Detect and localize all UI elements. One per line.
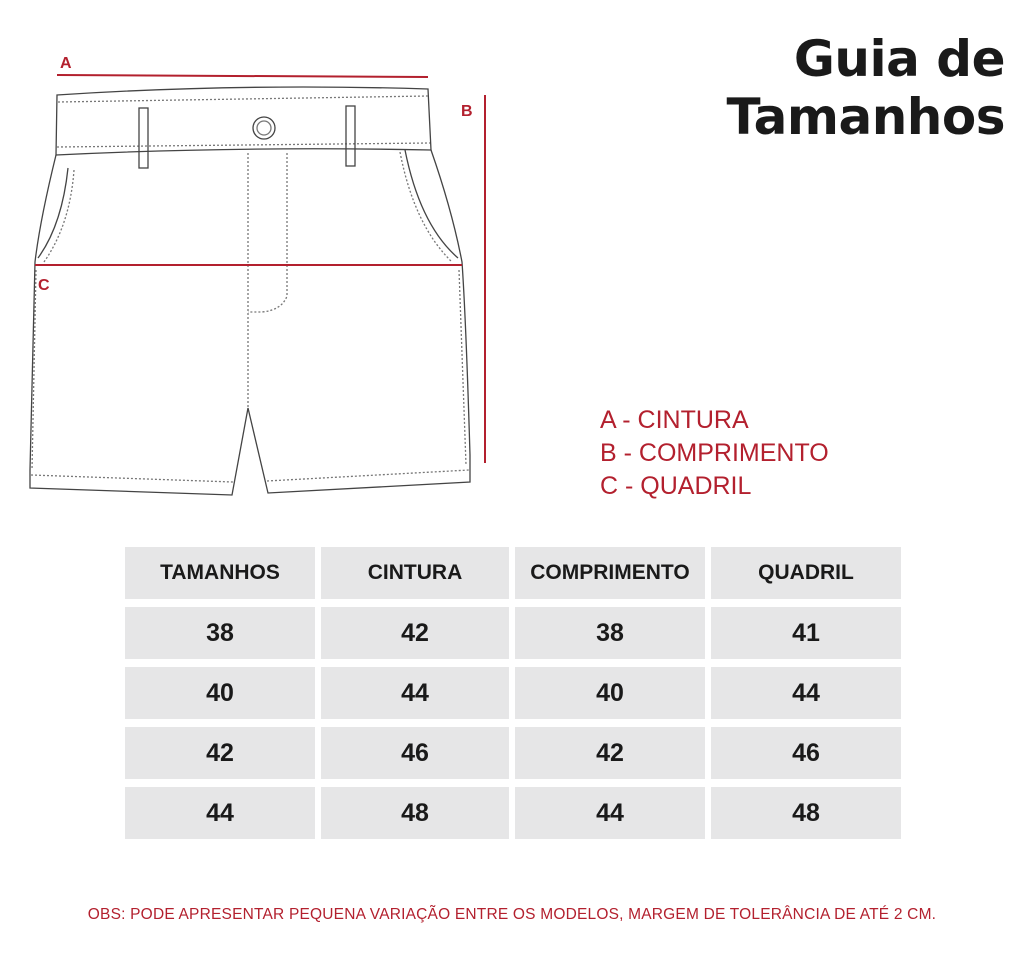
table-cell: 44 [711,667,901,719]
table-row [125,727,901,779]
table-header-row [125,547,901,599]
measure-label-c: C [38,277,50,294]
table-cell: 46 [321,727,509,779]
measure-label-a: A [60,55,72,72]
table-cell: 48 [321,787,509,839]
shorts-icon [30,87,470,495]
page-title: Guia de Tamanhos [726,30,1005,146]
table-cell: 46 [711,727,901,779]
header-quadril: QUADRIL [711,547,901,599]
measure-label-b: B [461,103,473,120]
legend-item-cintura: A - CINTURA [600,406,749,434]
shorts-diagram [0,0,520,510]
table-cell: 44 [321,667,509,719]
table-cell: 41 [711,607,901,659]
table-cell: 40 [125,667,315,719]
table-row [125,667,901,719]
table-cell: 44 [515,787,705,839]
table-cell: 44 [125,787,315,839]
header-tamanhos: TAMANHOS [125,547,315,599]
table-cell: 48 [711,787,901,839]
measurement-legend [600,404,829,503]
table-cell: 38 [125,607,315,659]
header-comprimento: COMPRIMENTO [515,547,705,599]
table-cell: 42 [321,607,509,659]
table-cell: 42 [125,727,315,779]
table-cell: 40 [515,667,705,719]
table-cell: 42 [515,727,705,779]
table-row [125,787,901,839]
table-row [125,607,901,659]
size-table [125,547,901,847]
table-cell: 38 [515,607,705,659]
legend-item-comprimento: B - COMPRIMENTO [600,439,829,467]
header-cintura: CINTURA [321,547,509,599]
legend-item-quadril: C - QUADRIL [600,472,752,500]
tolerance-note: OBS: PODE APRESENTAR PEQUENA VARIAÇÃO ENTRE OS MODELOS, MARGEM DE TOLERÂNCIA DE ATÉ 2 CM. [87,906,937,923]
